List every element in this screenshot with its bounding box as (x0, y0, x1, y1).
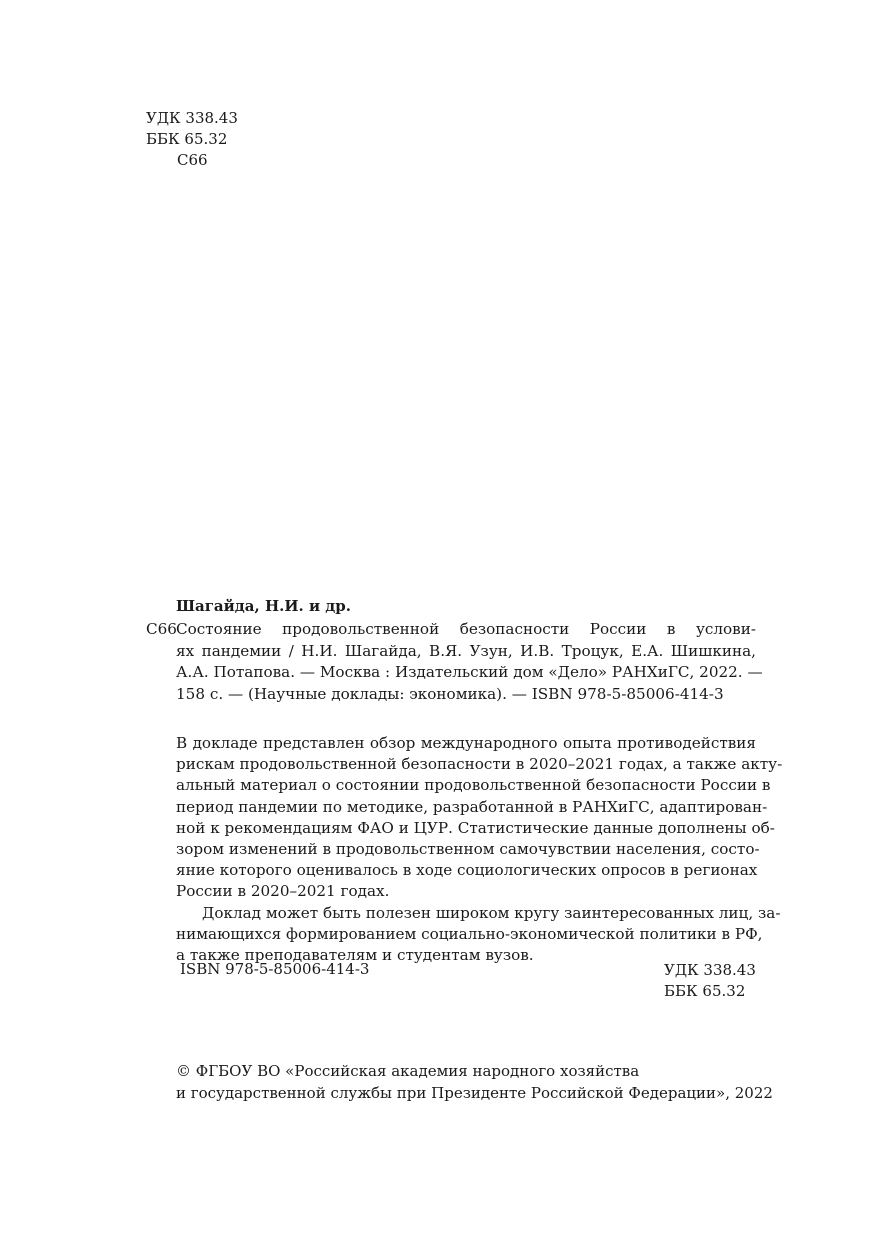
annotation-line: Доклад может быть полезен широком кругу заинтересованных лиц, за- (202, 903, 781, 922)
bib-line: Состояние продовольственной безопасности России в услови- (176, 620, 756, 638)
copyright-line: и государственной службы при Президенте Российской Федерации», 2022 (176, 1084, 773, 1102)
isbn: ISBN 978-5-85006-414-3 (180, 960, 370, 978)
footer-bbk-code: ББК 65.32 (664, 982, 746, 1000)
annotation-line: а также преподавателям и студентам вузов. (176, 946, 534, 965)
annotation-line: рискам продовольственной безопасности в 2020–2021 годах, а также акту- (176, 755, 783, 774)
bbk-code: ББК 65.32 (146, 130, 228, 148)
copyright-notice (176, 1060, 773, 1104)
annotation-line: альный материал о состоянии продовольственной безопасности России в (176, 776, 771, 795)
bibliographic-record (146, 619, 763, 705)
footer-udk-code: УДК 338.43 (664, 961, 756, 979)
classification-codes (146, 108, 238, 171)
annotation-line: В докладе представлен обзор международного опыта противодействия (176, 734, 756, 752)
udk-code: УДК 338.43 (146, 109, 238, 127)
bib-cutter-code: С66 (146, 620, 177, 638)
bib-line: 158 с. — (Научные доклады: экономика). — ISBN 978-5-85006-414-3 (176, 684, 724, 703)
annotation (176, 733, 783, 966)
annotation-line: яние которого оценивалось в ходе социологических опросов в регионах (176, 861, 758, 880)
cutter-code: С66 (177, 151, 208, 169)
annotation-line: период пандемии по методике, разработанной в РАНХиГС, адаптирован- (176, 797, 768, 816)
author-heading: Шагайда, Н.И. и др. (176, 597, 352, 615)
annotation-line: России в 2020–2021 годах. (176, 882, 390, 901)
annotation-line: ной к рекомендациям ФАО и ЦУР. Статистические данные дополнены об- (176, 818, 775, 837)
annotation-line: нимающихся формированием социально-экономической политики в РФ, (176, 924, 763, 943)
copyright-line: © ФГБОУ ВО «Российская академия народного хозяйства (176, 1062, 640, 1080)
bib-line: А.А. Потапова. — Москва : Издательский дом «Дело» РАНХиГС, 2022. — (176, 663, 763, 681)
bib-line: ях пандемии / Н.И. Шагайда, В.Я. Узун, И.В. Троцук, Е.А. Шишкина, (176, 641, 756, 660)
annotation-line: зором изменений в продовольственном самочувствии населения, состо- (176, 840, 760, 859)
footer-classification-codes (664, 960, 756, 1002)
